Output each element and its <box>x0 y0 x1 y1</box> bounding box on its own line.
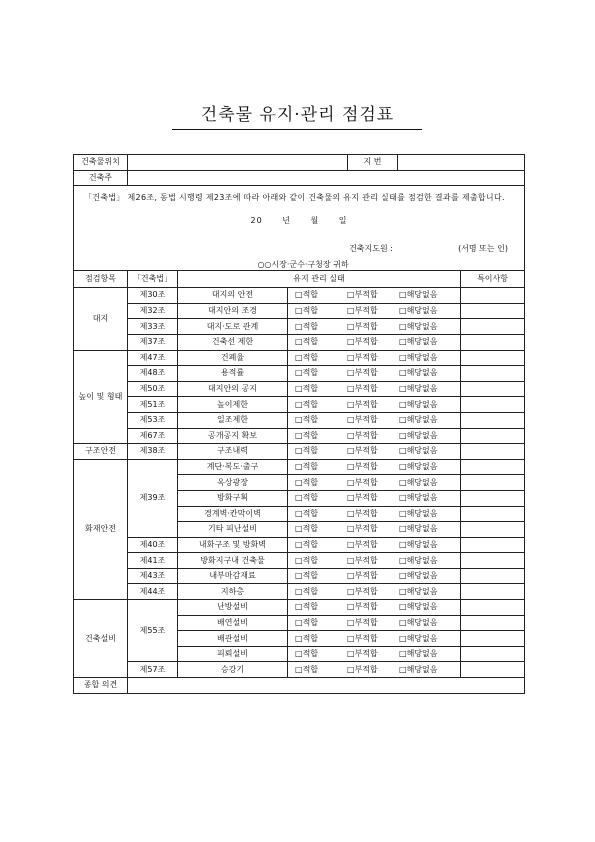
remarks-cell[interactable] <box>461 381 525 397</box>
status-options <box>288 366 461 382</box>
option-compliant[interactable]: □적합 <box>295 446 319 456</box>
opinion-field[interactable] <box>128 678 525 694</box>
lot-field[interactable] <box>398 155 525 171</box>
remarks-cell[interactable] <box>461 490 525 506</box>
option-noncompliant[interactable]: □부적합 <box>347 290 378 300</box>
owner-field[interactable] <box>128 170 525 186</box>
law-article-cell: 제48조 <box>128 366 178 382</box>
option-noncompliant[interactable]: □부적합 <box>347 586 378 596</box>
option-not-applicable[interactable]: □해당없음 <box>399 524 438 534</box>
option-noncompliant[interactable]: □부적합 <box>347 368 378 378</box>
option-not-applicable[interactable]: □해당없음 <box>399 571 438 581</box>
option-noncompliant[interactable]: □부적합 <box>347 477 378 487</box>
date-month-unit: 월 <box>310 216 320 226</box>
option-compliant[interactable]: □적합 <box>295 508 319 518</box>
law-article-cell: 제39조 <box>128 459 178 537</box>
option-noncompliant[interactable]: □부적합 <box>347 462 378 472</box>
status-options <box>288 553 461 569</box>
option-compliant[interactable]: □적합 <box>295 617 319 627</box>
category-cell: 건축설비 <box>74 600 128 678</box>
status-options <box>288 381 461 397</box>
checklist-row <box>74 568 525 584</box>
item-cell: 지하층 <box>178 584 288 600</box>
option-not-applicable[interactable]: □해당없음 <box>399 415 438 425</box>
date-day-unit: 일 <box>338 216 348 226</box>
owner-label: 건축주 <box>74 170 128 186</box>
item-cell: 건폐율 <box>178 350 288 366</box>
column-header-category: 점검항목 <box>74 271 128 288</box>
status-options <box>288 568 461 584</box>
declaration-text: 「건축법」 제26조, 동법 시행령 제23조에 따라 아래와 같이 건축물의 유지 관리 실태를 점검한 결과를 제출합니다. <box>84 193 505 203</box>
option-noncompliant[interactable]: □부적합 <box>347 555 378 565</box>
checklist-row <box>74 553 525 569</box>
option-not-applicable[interactable]: □해당없음 <box>399 555 438 565</box>
remarks-cell[interactable] <box>461 537 525 553</box>
option-noncompliant[interactable]: □부적합 <box>347 649 378 659</box>
option-compliant[interactable]: □적합 <box>295 368 319 378</box>
option-not-applicable[interactable]: □해당없음 <box>399 368 438 378</box>
remarks-cell[interactable] <box>461 662 525 678</box>
option-noncompliant[interactable]: □부적합 <box>347 602 378 612</box>
option-noncompliant[interactable]: □부적합 <box>347 337 378 347</box>
item-cell: 공개공지 확보 <box>178 428 288 444</box>
item-cell: 난방설비 <box>178 600 288 616</box>
remarks-cell[interactable] <box>461 319 525 335</box>
item-cell: 구조내력 <box>178 444 288 460</box>
status-options <box>288 288 461 304</box>
status-options <box>288 303 461 319</box>
checklist-row <box>74 366 525 382</box>
option-not-applicable[interactable]: □해당없음 <box>399 399 438 409</box>
option-not-applicable[interactable]: □해당없음 <box>399 430 438 440</box>
remarks-cell[interactable] <box>461 631 525 647</box>
option-compliant[interactable]: □적합 <box>295 524 319 534</box>
checklist-row <box>74 459 525 475</box>
option-compliant[interactable]: □적합 <box>295 633 319 643</box>
option-noncompliant[interactable]: □부적합 <box>347 446 378 456</box>
remarks-cell[interactable] <box>461 646 525 662</box>
location-label: 건축물위치 <box>74 155 128 171</box>
item-cell: 대지안의 공지 <box>178 381 288 397</box>
checklist-row <box>74 319 525 335</box>
option-compliant[interactable]: □적합 <box>295 415 319 425</box>
option-noncompliant[interactable]: □부적합 <box>347 571 378 581</box>
option-not-applicable[interactable]: □해당없음 <box>399 462 438 472</box>
law-article-cell: 제33조 <box>128 319 178 335</box>
item-cell: 배연설비 <box>178 615 288 631</box>
option-noncompliant[interactable]: □부적합 <box>347 633 378 643</box>
checklist-row <box>74 381 525 397</box>
option-not-applicable[interactable]: □해당없음 <box>399 539 438 549</box>
checklist-row <box>74 412 525 428</box>
option-noncompliant[interactable]: □부적합 <box>347 539 378 549</box>
item-cell: 방화지구내 건축물 <box>178 553 288 569</box>
item-cell: 일조제한 <box>178 412 288 428</box>
status-options <box>288 444 461 460</box>
law-article-cell: 제43조 <box>128 568 178 584</box>
remarks-cell[interactable] <box>461 350 525 366</box>
law-article-cell: 제55조 <box>128 600 178 662</box>
lot-label: 지 번 <box>348 155 398 171</box>
inspection-table <box>73 154 525 694</box>
checklist-row <box>74 444 525 460</box>
checklist-row <box>74 428 525 444</box>
option-compliant[interactable]: □적합 <box>295 493 319 503</box>
option-compliant[interactable]: □적합 <box>295 462 319 472</box>
option-compliant[interactable]: □적합 <box>295 555 319 565</box>
option-not-applicable[interactable]: □해당없음 <box>399 664 438 674</box>
law-article-cell: 제51조 <box>128 397 178 413</box>
law-article-cell: 제32조 <box>128 303 178 319</box>
option-compliant[interactable]: □적합 <box>295 290 319 300</box>
status-options <box>288 428 461 444</box>
option-compliant[interactable]: □적합 <box>295 337 319 347</box>
remarks-cell[interactable] <box>461 475 525 491</box>
declaration-section <box>74 186 525 271</box>
option-not-applicable[interactable]: □해당없음 <box>399 321 438 331</box>
item-cell: 용적률 <box>178 366 288 382</box>
checklist-row <box>74 397 525 413</box>
option-not-applicable[interactable]: □해당없음 <box>399 446 438 456</box>
option-compliant[interactable]: □적합 <box>295 352 319 362</box>
option-noncompliant[interactable]: □부적합 <box>347 430 378 440</box>
location-field[interactable] <box>128 155 348 171</box>
checklist-row <box>74 584 525 600</box>
item-cell: 높이제한 <box>178 397 288 413</box>
option-not-applicable[interactable]: □해당없음 <box>399 384 438 394</box>
option-not-applicable[interactable]: □해당없음 <box>399 649 438 659</box>
category-cell: 대지 <box>74 288 128 350</box>
status-options <box>288 662 461 678</box>
law-article-cell: 제41조 <box>128 553 178 569</box>
option-noncompliant[interactable]: □부적합 <box>347 321 378 331</box>
signature-line <box>76 244 522 254</box>
option-noncompliant[interactable]: □부적합 <box>347 508 378 518</box>
law-article-cell: 제44조 <box>128 584 178 600</box>
column-header-status: 유지 관리 실태 <box>178 271 461 288</box>
opinion-label: 종합 의견 <box>74 678 128 694</box>
form-title: 건축물 유지·관리 점검표 <box>200 105 395 125</box>
option-noncompliant[interactable]: □부적합 <box>347 664 378 674</box>
law-article-cell: 제38조 <box>128 444 178 460</box>
checklist-row <box>74 350 525 366</box>
option-not-applicable[interactable]: □해당없음 <box>399 586 438 596</box>
remarks-cell[interactable] <box>461 600 525 616</box>
law-article-cell: 제57조 <box>128 662 178 678</box>
remarks-cell[interactable] <box>461 303 525 319</box>
option-not-applicable[interactable]: □해당없음 <box>399 352 438 362</box>
remarks-cell[interactable] <box>461 366 525 382</box>
remarks-cell[interactable] <box>461 553 525 569</box>
option-not-applicable[interactable]: □해당없음 <box>399 633 438 643</box>
option-not-applicable[interactable]: □해당없음 <box>399 508 438 518</box>
status-options <box>288 334 461 350</box>
signature-note: (서명 또는 인) <box>458 244 509 254</box>
item-cell: 건축선 제한 <box>178 334 288 350</box>
column-header-law: 「건축법」 <box>128 271 178 288</box>
status-options <box>288 506 461 522</box>
law-article-cell: 제53조 <box>128 412 178 428</box>
status-options <box>288 319 461 335</box>
option-compliant[interactable]: □적합 <box>295 384 319 394</box>
remarks-cell[interactable] <box>461 506 525 522</box>
category-cell: 높이 및 형태 <box>74 350 128 444</box>
remarks-cell[interactable] <box>461 334 525 350</box>
remarks-cell[interactable] <box>461 412 525 428</box>
option-noncompliant[interactable]: □부적합 <box>347 493 378 503</box>
option-compliant[interactable]: □적합 <box>295 664 319 674</box>
date-year: 20 <box>250 216 263 226</box>
status-options <box>288 490 461 506</box>
status-options <box>288 600 461 616</box>
status-options <box>288 646 461 662</box>
status-options <box>288 459 461 475</box>
status-options <box>288 397 461 413</box>
remarks-cell[interactable] <box>461 444 525 460</box>
law-article-cell: 제37조 <box>128 334 178 350</box>
status-options <box>288 350 461 366</box>
option-compliant[interactable]: □적합 <box>295 586 319 596</box>
declaration-date <box>76 216 522 226</box>
option-not-applicable[interactable]: □해당없음 <box>399 493 438 503</box>
option-noncompliant[interactable]: □부적합 <box>347 617 378 627</box>
item-cell: 배관설비 <box>178 631 288 647</box>
option-noncompliant[interactable]: □부적합 <box>347 399 378 409</box>
option-not-applicable[interactable]: □해당없음 <box>399 306 438 316</box>
law-article-cell: 제40조 <box>128 537 178 553</box>
title-underline <box>172 129 422 130</box>
option-not-applicable[interactable]: □해당없음 <box>399 290 438 300</box>
status-options <box>288 412 461 428</box>
option-noncompliant[interactable]: □부적합 <box>347 306 378 316</box>
option-noncompliant[interactable]: □부적합 <box>347 415 378 425</box>
option-not-applicable[interactable]: □해당없음 <box>399 337 438 347</box>
option-not-applicable[interactable]: □해당없음 <box>399 602 438 612</box>
remarks-cell[interactable] <box>461 568 525 584</box>
status-options <box>288 522 461 538</box>
law-article-cell: 제47조 <box>128 350 178 366</box>
option-noncompliant[interactable]: □부적합 <box>347 524 378 534</box>
category-cell: 구조안전 <box>74 444 128 460</box>
option-compliant[interactable]: □적합 <box>295 477 319 487</box>
option-compliant[interactable]: □적합 <box>295 321 319 331</box>
checklist-row <box>74 537 525 553</box>
option-not-applicable[interactable]: □해당없음 <box>399 617 438 627</box>
item-cell: 내부마감재료 <box>178 568 288 584</box>
item-cell: 대지·도로 관계 <box>178 319 288 335</box>
option-compliant[interactable]: □적합 <box>295 399 319 409</box>
remarks-cell[interactable] <box>461 428 525 444</box>
status-options <box>288 475 461 491</box>
item-cell: 기타 피난설비 <box>178 522 288 538</box>
remarks-cell[interactable] <box>461 459 525 475</box>
remarks-cell[interactable] <box>461 615 525 631</box>
law-article-cell: 제30조 <box>128 288 178 304</box>
addressee: ○○시장·군수·구청장 귀하 <box>257 260 349 270</box>
remarks-cell[interactable] <box>461 584 525 600</box>
checklist-row <box>74 303 525 319</box>
category-cell: 화재안전 <box>74 459 128 599</box>
option-compliant[interactable]: □적합 <box>295 571 319 581</box>
checklist-row <box>74 600 525 616</box>
column-header-remarks: 특이사항 <box>461 271 525 288</box>
remarks-cell[interactable] <box>461 522 525 538</box>
status-options <box>288 615 461 631</box>
option-compliant[interactable]: □적합 <box>295 539 319 549</box>
checklist-row <box>74 288 525 304</box>
item-cell: 경계벽·칸막이벽 <box>178 506 288 522</box>
option-noncompliant[interactable]: □부적합 <box>347 384 378 394</box>
item-cell: 방화구획 <box>178 490 288 506</box>
checklist-row <box>74 334 525 350</box>
item-cell: 계단·복도·출구 <box>178 459 288 475</box>
status-options <box>288 631 461 647</box>
option-compliant[interactable]: □적합 <box>295 602 319 612</box>
remarks-cell[interactable] <box>461 397 525 413</box>
option-compliant[interactable]: □적합 <box>295 306 319 316</box>
item-cell: 대지의 안전 <box>178 288 288 304</box>
status-options <box>288 537 461 553</box>
option-compliant[interactable]: □적합 <box>295 430 319 440</box>
signer-label: 건축지도원 : <box>349 244 393 254</box>
remarks-cell[interactable] <box>461 288 525 304</box>
option-not-applicable[interactable]: □해당없음 <box>399 477 438 487</box>
option-noncompliant[interactable]: □부적합 <box>347 352 378 362</box>
status-options <box>288 584 461 600</box>
item-cell: 피뢰설비 <box>178 646 288 662</box>
item-cell: 승강기 <box>178 662 288 678</box>
item-cell: 내화구조 및 방화벽 <box>178 537 288 553</box>
law-article-cell: 제50조 <box>128 381 178 397</box>
option-compliant[interactable]: □적합 <box>295 649 319 659</box>
item-cell: 대지안의 조경 <box>178 303 288 319</box>
date-year-unit: 년 <box>282 216 291 226</box>
law-article-cell: 제67조 <box>128 428 178 444</box>
item-cell: 옥상광장 <box>178 475 288 491</box>
checklist-row <box>74 662 525 678</box>
